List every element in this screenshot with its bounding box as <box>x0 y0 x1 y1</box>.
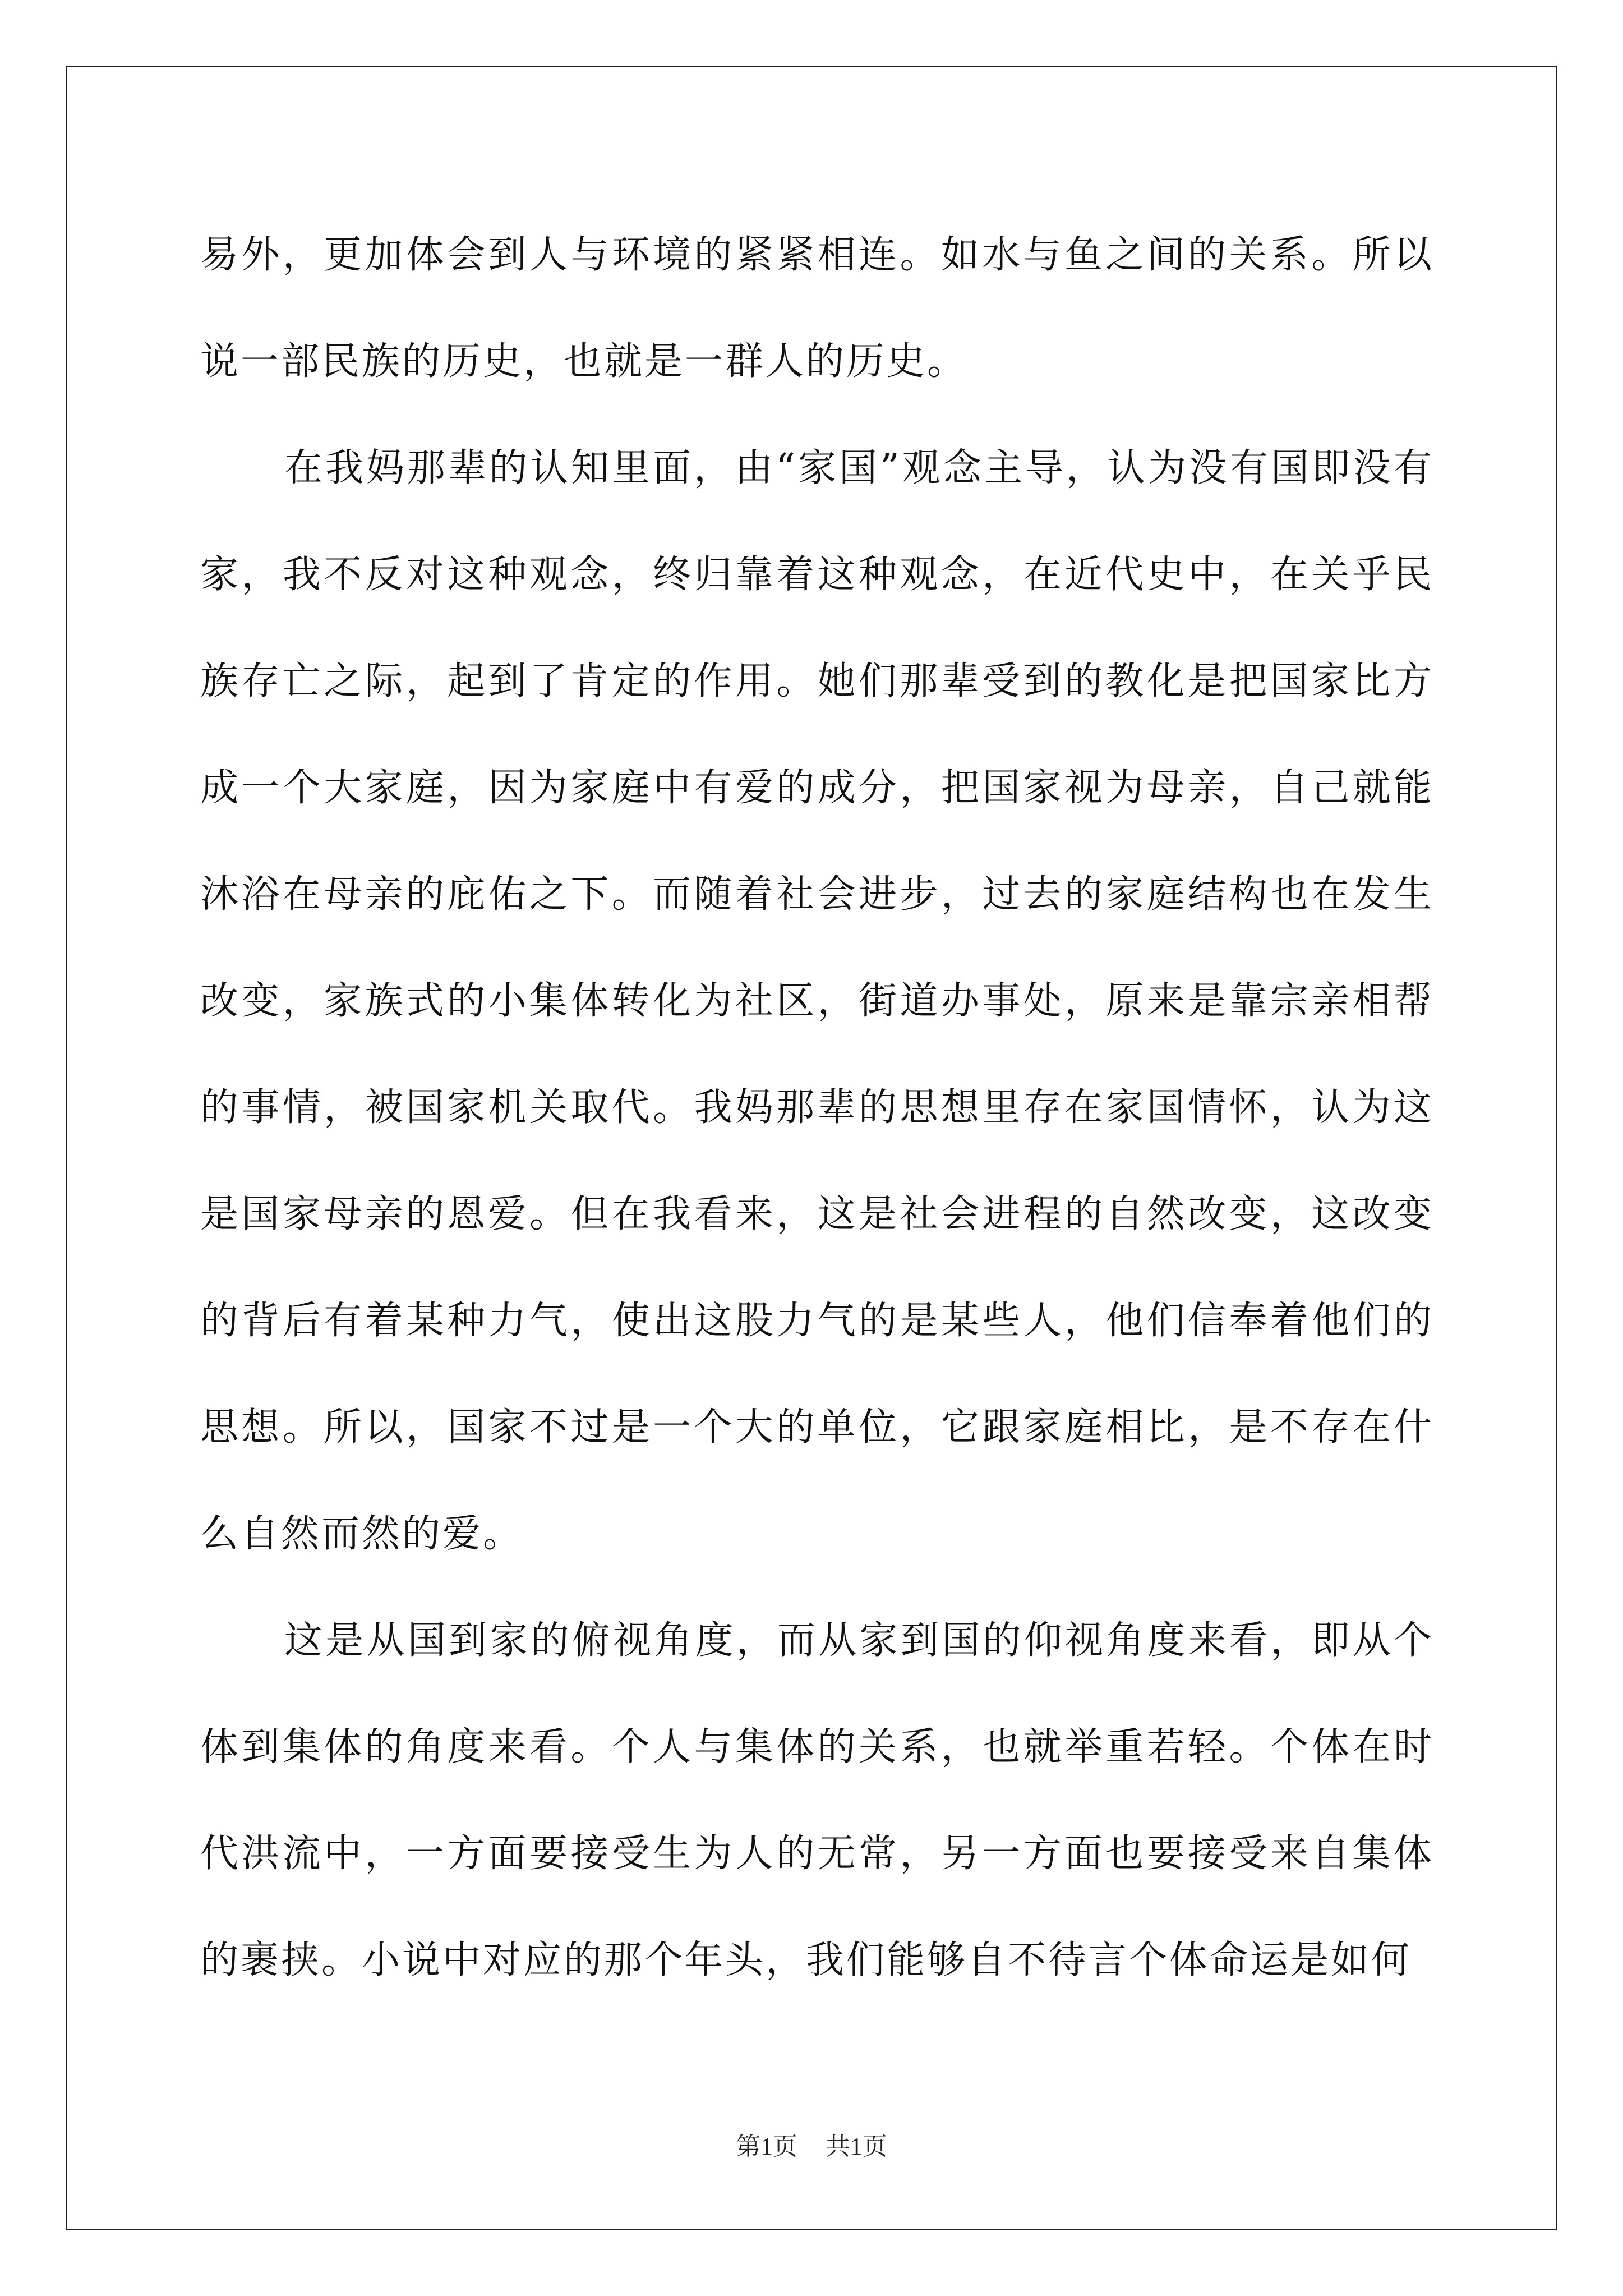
paragraph-1: 易外，更加体会到人与环境的紧紧相连。如水与鱼之间的关系。所以说一部民族的历史，也就是一群人的历史。 <box>200 233 1434 384</box>
paragraph-2: 在我妈那辈的认知里面，由“家国”观念主导，认为没有国即没有家，我不反对这种观念，终归靠着这种观念，在近代史中，在关乎民族存亡之际，起到了肯定的作用。她们那辈受到的教化是把国家比方成一个大家庭，因为家庭中有爱的成分，把国家视为母亲，自己就能沐浴在母亲的庇佑之下。而随着社会进步，过去的家庭结构也在发生改变，家族式的小集体转化为社区，街道办事处，原来是靠宗亲相帮的事情，被国家机关取代。我妈那辈的思想里存在家国情怀，认为这是国家母亲的恩爱。但在我看来，这是社会进程的自然改变，这改变的背后有着某种力气，使出这股力气的是某些人，他们信奉着他们的思想。所以，国家不过是一个大的单位，它跟家庭相比，是不存在什么自然而然的爱。 <box>200 446 1434 1556</box>
page-total: 共1页 <box>826 2133 887 2160</box>
page-footer <box>0 2126 1623 2162</box>
paragraph-3: 这是从国到家的俯视角度，而从家到国的仰视角度来看，即从个体到集体的角度来看。个人与集体的关系，也就举重若轻。个体在时代洪流中，一方面要接受生为人的无常，另一方面也要接受来自集体的裹挟。小说中对应的那个年头，我们能够自不待言个体命运是如何 <box>200 1618 1434 1982</box>
page-number: 第1页 <box>736 2133 797 2160</box>
document-body <box>200 202 1434 2014</box>
